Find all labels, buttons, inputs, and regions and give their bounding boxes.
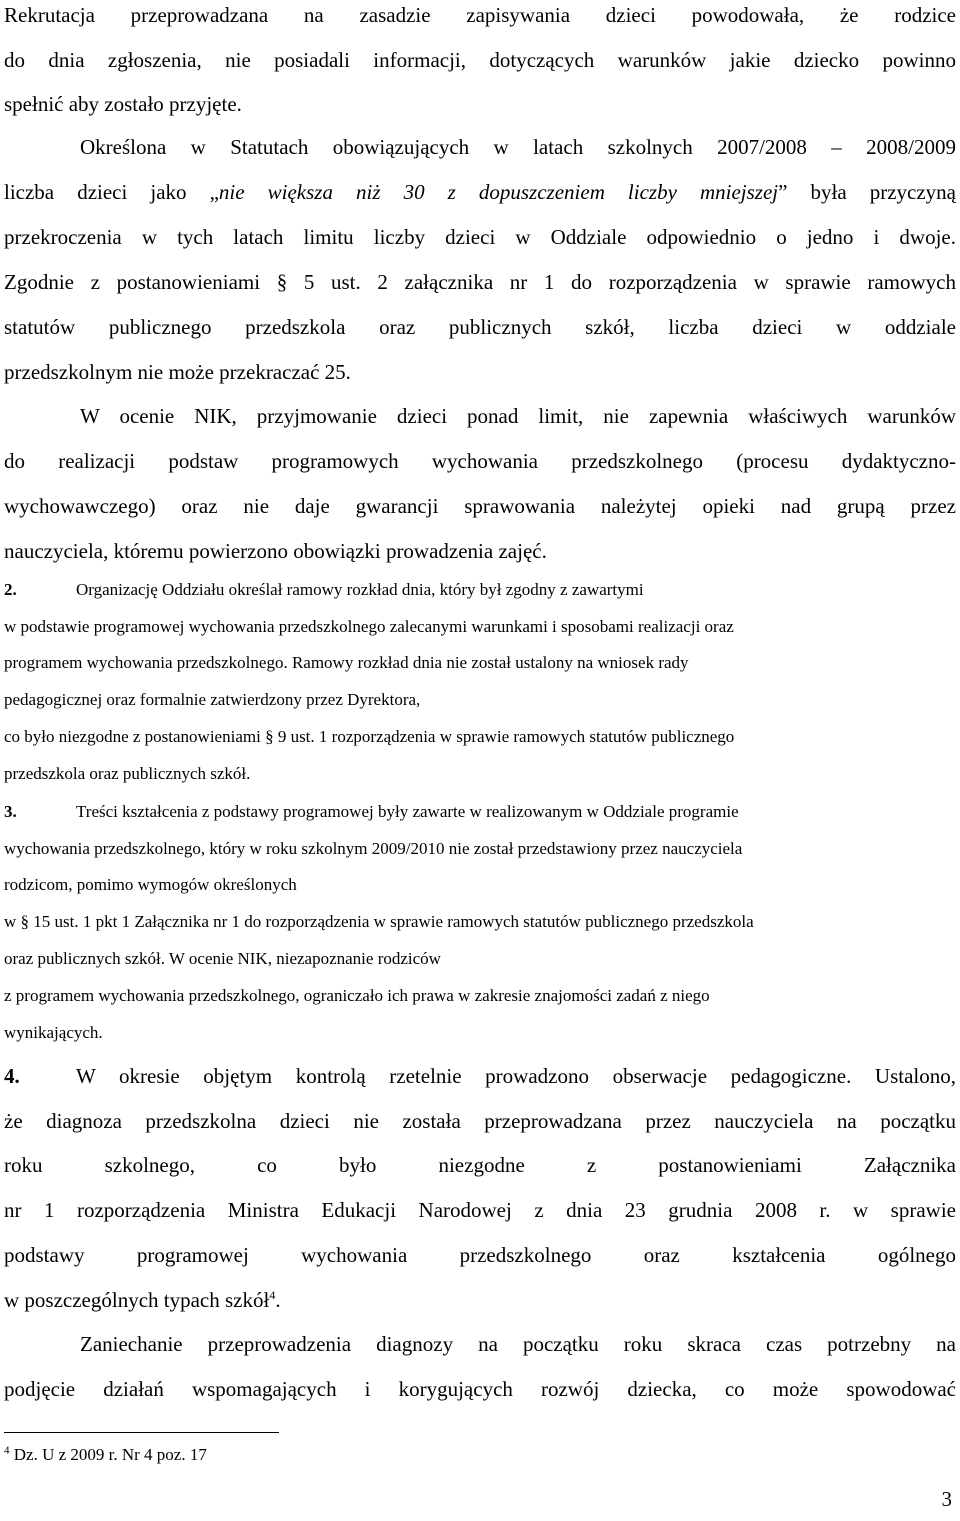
footnote-marker: 4 xyxy=(4,1444,10,1457)
text-line: w podstawie programowej wychowania przedszkolnego zalecanymi warunkami i sposobami realizacji oraz xyxy=(4,617,734,636)
text-line: spełnić aby zostało przyjęte. xyxy=(4,92,242,116)
text-line: nr 1 rozporządzenia Ministra Edukacji Narodowej z dnia 23 grudnia 2008 r. w sprawie xyxy=(4,1198,956,1222)
text-line: pedagogicznej oraz formalnie zatwierdzony przez Dyrektora, xyxy=(4,690,421,709)
footnote-ref: 4 xyxy=(269,1288,276,1302)
text-line: podjęcie działań wspomagających i korygujących rozwój dziecka, co może spowodować xyxy=(4,1377,956,1401)
text-line: że diagnoza przedszkolna dzieci nie została przeprowadzana przez nauczyciela na początku xyxy=(4,1109,956,1133)
footnote-text: Dz. U z 2009 r. Nr 4 poz. 17 xyxy=(9,1445,207,1464)
text-line: wynikających. xyxy=(4,1023,103,1042)
text-line: w § 15 ust. 1 pkt 1 Załącznika nr 1 do rozporządzenia w sprawie ramowych statutów publicznego przedszkola xyxy=(4,912,754,931)
text-line: liczba dzieci jako „nie większa niż 30 z dopuszczeniem liczby mniejszej” była przyczyną xyxy=(4,180,956,204)
text-line: roku szkolnego, co było niezgodne z postanowieniami Załącznika xyxy=(4,1153,956,1177)
text-line: przedszkola oraz publicznych szkół. xyxy=(4,764,251,783)
text-line: podstawy programowej wychowania przedszkolnego oraz kształcenia ogólnego xyxy=(4,1243,956,1267)
section-3-line: 3. Treści kształcenia z podstawy programowej były zawarte w realizowanym w Oddziale programie xyxy=(4,802,739,821)
section-number: 2. xyxy=(4,580,17,599)
text-line: do realizacji podstaw programowych wychowania przedszkolnego (procesu dydaktyczno- xyxy=(4,449,956,473)
text-line: programem wychowania przedszkolnego. Ramowy rozkład dnia nie został ustalony na wniosek rady xyxy=(4,653,689,672)
text-line: statutów publicznego przedszkola oraz publicznych szkół, liczba dzieci w oddziale xyxy=(4,315,956,339)
text-line: z programem wychowania przedszkolnego, ograniczało ich prawa w zakresie znajomości zadań z niego xyxy=(4,986,710,1005)
text-line: Zaniechanie przeprowadzenia diagnozy na początku roku skraca czas potrzebny na xyxy=(80,1332,956,1356)
text-line: nauczyciela, któremu powierzono obowiązki prowadzenia zajęć. xyxy=(4,539,547,563)
text-line: przedszkolnym nie może przekraczać 25. xyxy=(4,360,351,384)
text-line: w poszczególnych typach szkół$^4$. xyxy=(4,1288,281,1312)
text-line: co było niezgodne z postanowieniami § 9 ust. 1 rozporządzenia w sprawie ramowych statutów publicznego xyxy=(4,727,735,746)
footnote-divider xyxy=(4,1432,279,1433)
text-line: Określona w Statutach obowiązujących w latach szkolnych 2007/2008 – 2008/2009 xyxy=(80,135,956,159)
text-line: Zgodnie z postanowieniami § 5 ust. 2 załącznika nr 1 do rozporządzenia w sprawie ramowych xyxy=(4,270,956,294)
text-line: do dnia zgłoszenia, nie posiadali informacji, dotyczących warunków jakie dziecko powinno xyxy=(4,48,956,72)
text-line: W ocenie NIK, przyjmowanie dzieci ponad limit, nie zapewnia właściwych warunków xyxy=(80,404,956,428)
section-number: 3. xyxy=(4,802,17,821)
footnote xyxy=(4,1444,207,1466)
section-4-line: 4. W okresie objętym kontrolą rzetelnie prowadzono obserwacje pedagogiczne. Ustalono, xyxy=(4,1064,956,1088)
text-line: wychowania przedszkolnego, który w roku szkolnym 2009/2010 nie został przedstawiony przez nauczyciela xyxy=(4,839,743,858)
text-line: oraz publicznych szkół. W ocenie NIK, niezapoznanie rodziców xyxy=(4,949,441,968)
italic-quote: nie większa niż 30 z dopuszczeniem liczby mniejszej xyxy=(218,180,779,204)
text-line: przekroczenia w tych latach limitu liczby dzieci w Oddziale odpowiednio o jedno i dwoje. xyxy=(4,225,956,249)
text-line: wychowawczego) oraz nie daje gwarancji sprawowania należytej opieki nad grupą przez xyxy=(4,494,956,518)
section-number: 4. xyxy=(4,1064,20,1088)
text-line: rodzicom, pomimo wymogów określonych xyxy=(4,875,297,894)
text-line: Rekrutacja przeprowadzana na zasadzie zapisywania dzieci powodowała, że rodzice xyxy=(4,3,956,27)
section-2-line: 2. Organizację Oddziału określał ramowy rozkład dnia, który był zgodny z zawartymi xyxy=(4,580,644,599)
page-number: 3 xyxy=(941,1487,952,1511)
